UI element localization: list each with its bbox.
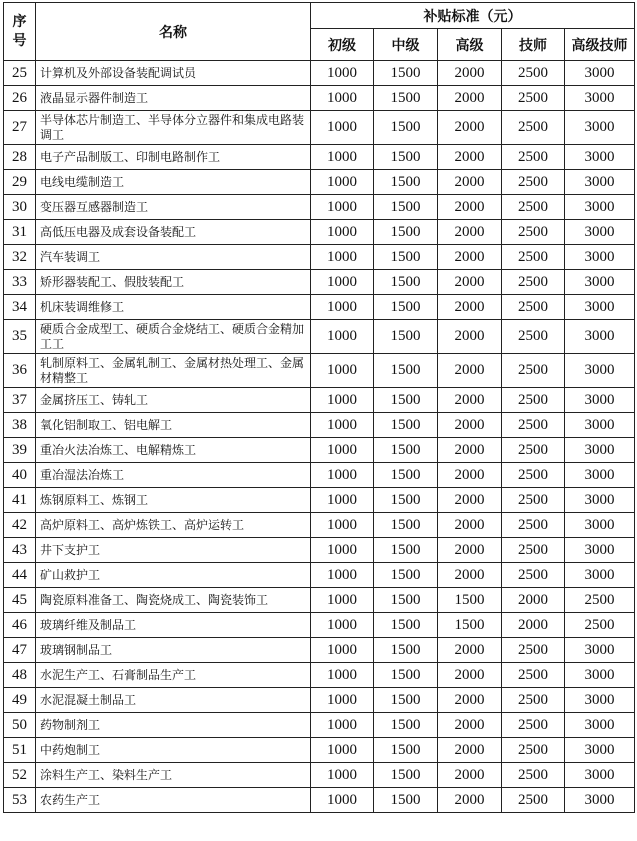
subsidy-senior-technician: 3000 <box>565 145 635 170</box>
table-row <box>4 388 635 413</box>
subsidy-advanced: 2000 <box>438 61 502 86</box>
subsidy-primary: 1000 <box>311 613 374 638</box>
subsidy-advanced: 2000 <box>438 713 502 738</box>
subsidy-intermediate: 1500 <box>374 195 438 220</box>
occupation-name: 机床装调维修工 <box>36 295 311 320</box>
name-header: 名称 <box>36 3 311 61</box>
table-row <box>4 588 635 613</box>
subsidy-advanced: 2000 <box>438 438 502 463</box>
subsidy-intermediate: 1500 <box>374 488 438 513</box>
level-header-senior-technician: 高级技师 <box>565 29 635 61</box>
occupation-name: 水泥混凝土制品工 <box>36 688 311 713</box>
table-row <box>4 170 635 195</box>
table-header <box>4 3 635 61</box>
subsidy-senior-technician: 3000 <box>565 638 635 663</box>
subsidy-primary: 1000 <box>311 195 374 220</box>
table-row <box>4 61 635 86</box>
row-number: 39 <box>4 438 36 463</box>
subsidy-technician: 2500 <box>502 170 565 195</box>
subsidy-advanced: 2000 <box>438 145 502 170</box>
occupation-name: 电线电缆制造工 <box>36 170 311 195</box>
subsidy-advanced: 1500 <box>438 613 502 638</box>
subsidy-senior-technician: 3000 <box>565 513 635 538</box>
subsidy-advanced: 2000 <box>438 413 502 438</box>
occupation-name: 汽车装调工 <box>36 245 311 270</box>
occupation-name: 计算机及外部设备装配调试员 <box>36 61 311 86</box>
subsidy-group-header: 补贴标准（元） <box>311 3 635 29</box>
subsidy-advanced: 2000 <box>438 463 502 488</box>
level-header-intermediate: 中级 <box>374 29 438 61</box>
subsidy-intermediate: 1500 <box>374 713 438 738</box>
table-row <box>4 145 635 170</box>
row-number: 47 <box>4 638 36 663</box>
subsidy-intermediate: 1500 <box>374 170 438 195</box>
occupation-name: 农药生产工 <box>36 788 311 813</box>
seq-header-bottom: 号 <box>12 32 27 49</box>
table-row <box>4 438 635 463</box>
subsidy-advanced: 2000 <box>438 195 502 220</box>
row-number: 32 <box>4 245 36 270</box>
occupation-name: 硬质合金成型工、硬质合金烧结工、硬质合金精加工工 <box>36 320 311 354</box>
subsidy-intermediate: 1500 <box>374 438 438 463</box>
row-number: 52 <box>4 763 36 788</box>
subsidy-intermediate: 1500 <box>374 111 438 145</box>
subsidy-technician: 2500 <box>502 688 565 713</box>
subsidy-intermediate: 1500 <box>374 354 438 388</box>
subsidy-intermediate: 1500 <box>374 320 438 354</box>
row-number: 50 <box>4 713 36 738</box>
table-row <box>4 463 635 488</box>
subsidy-intermediate: 1500 <box>374 145 438 170</box>
subsidy-intermediate: 1500 <box>374 86 438 111</box>
row-number: 31 <box>4 220 36 245</box>
subsidy-advanced: 2000 <box>438 220 502 245</box>
subsidy-intermediate: 1500 <box>374 463 438 488</box>
subsidy-senior-technician: 3000 <box>565 738 635 763</box>
seq-header-top: 序 <box>12 13 27 30</box>
occupation-name: 玻璃钢制品工 <box>36 638 311 663</box>
table-row <box>4 563 635 588</box>
subsidy-technician: 2500 <box>502 513 565 538</box>
row-number: 42 <box>4 513 36 538</box>
row-number: 43 <box>4 538 36 563</box>
table-row <box>4 638 635 663</box>
subsidy-intermediate: 1500 <box>374 61 438 86</box>
table-row <box>4 295 635 320</box>
row-number: 45 <box>4 588 36 613</box>
subsidy-advanced: 2000 <box>438 688 502 713</box>
subsidy-technician: 2500 <box>502 245 565 270</box>
subsidy-technician: 2500 <box>502 788 565 813</box>
subsidy-primary: 1000 <box>311 538 374 563</box>
occupation-name: 矿山救护工 <box>36 563 311 588</box>
subsidy-senior-technician: 3000 <box>565 86 635 111</box>
subsidy-technician: 2500 <box>502 388 565 413</box>
subsidy-intermediate: 1500 <box>374 295 438 320</box>
row-number: 53 <box>4 788 36 813</box>
subsidy-technician: 2500 <box>502 738 565 763</box>
level-header-advanced: 高级 <box>438 29 502 61</box>
occupation-name: 高炉原料工、高炉炼铁工、高炉运转工 <box>36 513 311 538</box>
occupation-name: 重冶湿法冶炼工 <box>36 463 311 488</box>
occupation-name: 金属挤压工、铸轧工 <box>36 388 311 413</box>
occupation-name: 液晶显示器件制造工 <box>36 86 311 111</box>
table-row <box>4 270 635 295</box>
subsidy-senior-technician: 2500 <box>565 588 635 613</box>
subsidy-technician: 2500 <box>502 463 565 488</box>
subsidy-advanced: 2000 <box>438 663 502 688</box>
seq-header <box>4 3 36 61</box>
subsidy-senior-technician: 3000 <box>565 538 635 563</box>
row-number: 35 <box>4 320 36 354</box>
subsidy-intermediate: 1500 <box>374 388 438 413</box>
subsidy-senior-technician: 3000 <box>565 270 635 295</box>
subsidy-technician: 2500 <box>502 220 565 245</box>
subsidy-advanced: 2000 <box>438 354 502 388</box>
table-row <box>4 320 635 354</box>
subsidy-advanced: 1500 <box>438 588 502 613</box>
subsidy-technician: 2000 <box>502 613 565 638</box>
table-row <box>4 488 635 513</box>
subsidy-senior-technician: 3000 <box>565 111 635 145</box>
subsidy-technician: 2500 <box>502 413 565 438</box>
subsidy-technician: 2500 <box>502 488 565 513</box>
occupation-name: 井下支护工 <box>36 538 311 563</box>
table-row <box>4 111 635 145</box>
subsidy-senior-technician: 3000 <box>565 195 635 220</box>
subsidy-primary: 1000 <box>311 663 374 688</box>
subsidy-intermediate: 1500 <box>374 638 438 663</box>
subsidy-technician: 2500 <box>502 320 565 354</box>
subsidy-senior-technician: 2500 <box>565 613 635 638</box>
subsidy-primary: 1000 <box>311 354 374 388</box>
subsidy-primary: 1000 <box>311 788 374 813</box>
subsidy-advanced: 2000 <box>438 738 502 763</box>
occupation-name: 半导体芯片制造工、半导体分立器件和集成电路装调工 <box>36 111 311 145</box>
subsidy-technician: 2500 <box>502 145 565 170</box>
table-row <box>4 220 635 245</box>
subsidy-senior-technician: 3000 <box>565 388 635 413</box>
row-number: 28 <box>4 145 36 170</box>
subsidy-primary: 1000 <box>311 763 374 788</box>
subsidy-primary: 1000 <box>311 388 374 413</box>
subsidy-technician: 2500 <box>502 638 565 663</box>
subsidy-intermediate: 1500 <box>374 663 438 688</box>
subsidy-senior-technician: 3000 <box>565 295 635 320</box>
subsidy-advanced: 2000 <box>438 763 502 788</box>
subsidy-intermediate: 1500 <box>374 270 438 295</box>
subsidy-primary: 1000 <box>311 86 374 111</box>
subsidy-table <box>3 2 635 813</box>
occupation-name: 涂料生产工、染料生产工 <box>36 763 311 788</box>
occupation-name: 重冶火法冶炼工、电解精炼工 <box>36 438 311 463</box>
subsidy-senior-technician: 3000 <box>565 354 635 388</box>
subsidy-advanced: 2000 <box>438 170 502 195</box>
subsidy-advanced: 2000 <box>438 488 502 513</box>
subsidy-technician: 2500 <box>502 763 565 788</box>
level-header-technician: 技师 <box>502 29 565 61</box>
table-row <box>4 245 635 270</box>
occupation-name: 矫形器装配工、假肢装配工 <box>36 270 311 295</box>
subsidy-advanced: 2000 <box>438 788 502 813</box>
table-row <box>4 713 635 738</box>
subsidy-senior-technician: 3000 <box>565 220 635 245</box>
table-row <box>4 513 635 538</box>
subsidy-technician: 2500 <box>502 111 565 145</box>
subsidy-technician: 2500 <box>502 61 565 86</box>
subsidy-advanced: 2000 <box>438 638 502 663</box>
subsidy-intermediate: 1500 <box>374 245 438 270</box>
subsidy-primary: 1000 <box>311 61 374 86</box>
subsidy-advanced: 2000 <box>438 86 502 111</box>
subsidy-technician: 2500 <box>502 295 565 320</box>
subsidy-primary: 1000 <box>311 688 374 713</box>
row-number: 36 <box>4 354 36 388</box>
occupation-name: 高低压电器及成套设备装配工 <box>36 220 311 245</box>
subsidy-advanced: 2000 <box>438 245 502 270</box>
subsidy-senior-technician: 3000 <box>565 488 635 513</box>
subsidy-intermediate: 1500 <box>374 588 438 613</box>
occupation-name: 药物制剂工 <box>36 713 311 738</box>
subsidy-advanced: 2000 <box>438 270 502 295</box>
subsidy-senior-technician: 3000 <box>565 320 635 354</box>
subsidy-advanced: 2000 <box>438 563 502 588</box>
row-number: 44 <box>4 563 36 588</box>
row-number: 34 <box>4 295 36 320</box>
row-number: 30 <box>4 195 36 220</box>
subsidy-advanced: 2000 <box>438 111 502 145</box>
table-row <box>4 688 635 713</box>
subsidy-technician: 2500 <box>502 563 565 588</box>
subsidy-advanced: 2000 <box>438 388 502 413</box>
subsidy-primary: 1000 <box>311 463 374 488</box>
subsidy-intermediate: 1500 <box>374 788 438 813</box>
subsidy-intermediate: 1500 <box>374 538 438 563</box>
table-row <box>4 613 635 638</box>
subsidy-primary: 1000 <box>311 588 374 613</box>
row-number: 48 <box>4 663 36 688</box>
level-header-primary: 初级 <box>311 29 374 61</box>
row-number: 40 <box>4 463 36 488</box>
subsidy-technician: 2500 <box>502 195 565 220</box>
subsidy-technician: 2500 <box>502 270 565 295</box>
subsidy-intermediate: 1500 <box>374 763 438 788</box>
subsidy-primary: 1000 <box>311 713 374 738</box>
occupation-name: 中药炮制工 <box>36 738 311 763</box>
subsidy-primary: 1000 <box>311 245 374 270</box>
subsidy-primary: 1000 <box>311 111 374 145</box>
row-number: 46 <box>4 613 36 638</box>
subsidy-senior-technician: 3000 <box>565 170 635 195</box>
occupation-name: 电子产品制版工、印制电路制作工 <box>36 145 311 170</box>
subsidy-technician: 2500 <box>502 713 565 738</box>
subsidy-primary: 1000 <box>311 145 374 170</box>
subsidy-primary: 1000 <box>311 438 374 463</box>
subsidy-primary: 1000 <box>311 270 374 295</box>
subsidy-senior-technician: 3000 <box>565 413 635 438</box>
subsidy-intermediate: 1500 <box>374 563 438 588</box>
occupation-name: 玻璃纤维及制品工 <box>36 613 311 638</box>
subsidy-advanced: 2000 <box>438 513 502 538</box>
table-row <box>4 538 635 563</box>
row-number: 38 <box>4 413 36 438</box>
table-row <box>4 195 635 220</box>
row-number: 25 <box>4 61 36 86</box>
subsidy-primary: 1000 <box>311 563 374 588</box>
table-row <box>4 413 635 438</box>
subsidy-primary: 1000 <box>311 638 374 663</box>
table-body <box>4 61 635 813</box>
subsidy-advanced: 2000 <box>438 295 502 320</box>
subsidy-technician: 2500 <box>502 663 565 688</box>
row-number: 49 <box>4 688 36 713</box>
subsidy-senior-technician: 3000 <box>565 763 635 788</box>
subsidy-technician: 2500 <box>502 538 565 563</box>
row-number: 51 <box>4 738 36 763</box>
subsidy-intermediate: 1500 <box>374 613 438 638</box>
subsidy-senior-technician: 3000 <box>565 663 635 688</box>
occupation-name: 轧制原料工、金属轧制工、金属材热处理工、金属材精整工 <box>36 354 311 388</box>
occupation-name: 水泥生产工、石膏制品生产工 <box>36 663 311 688</box>
subsidy-primary: 1000 <box>311 220 374 245</box>
occupation-name: 炼钢原料工、炼钢工 <box>36 488 311 513</box>
occupation-name: 陶瓷原料准备工、陶瓷烧成工、陶瓷装饰工 <box>36 588 311 613</box>
subsidy-senior-technician: 3000 <box>565 713 635 738</box>
table-row <box>4 738 635 763</box>
subsidy-primary: 1000 <box>311 488 374 513</box>
subsidy-intermediate: 1500 <box>374 220 438 245</box>
table-row <box>4 788 635 813</box>
subsidy-senior-technician: 3000 <box>565 438 635 463</box>
table-row <box>4 354 635 388</box>
subsidy-intermediate: 1500 <box>374 688 438 713</box>
occupation-name: 变压器互感器制造工 <box>36 195 311 220</box>
subsidy-senior-technician: 3000 <box>565 245 635 270</box>
subsidy-primary: 1000 <box>311 295 374 320</box>
subsidy-advanced: 2000 <box>438 538 502 563</box>
subsidy-primary: 1000 <box>311 513 374 538</box>
table-row <box>4 86 635 111</box>
table-row <box>4 763 635 788</box>
subsidy-primary: 1000 <box>311 413 374 438</box>
subsidy-primary: 1000 <box>311 170 374 195</box>
row-number: 37 <box>4 388 36 413</box>
subsidy-senior-technician: 3000 <box>565 788 635 813</box>
subsidy-senior-technician: 3000 <box>565 563 635 588</box>
row-number: 29 <box>4 170 36 195</box>
row-number: 41 <box>4 488 36 513</box>
subsidy-intermediate: 1500 <box>374 513 438 538</box>
subsidy-primary: 1000 <box>311 320 374 354</box>
occupation-name: 氧化铝制取工、铝电解工 <box>36 413 311 438</box>
subsidy-technician: 2000 <box>502 588 565 613</box>
subsidy-senior-technician: 3000 <box>565 61 635 86</box>
subsidy-intermediate: 1500 <box>374 738 438 763</box>
subsidy-technician: 2500 <box>502 438 565 463</box>
subsidy-technician: 2500 <box>502 86 565 111</box>
subsidy-senior-technician: 3000 <box>565 688 635 713</box>
subsidy-senior-technician: 3000 <box>565 463 635 488</box>
row-number: 27 <box>4 111 36 145</box>
subsidy-advanced: 2000 <box>438 320 502 354</box>
row-number: 33 <box>4 270 36 295</box>
table-row <box>4 663 635 688</box>
subsidy-technician: 2500 <box>502 354 565 388</box>
row-number: 26 <box>4 86 36 111</box>
subsidy-primary: 1000 <box>311 738 374 763</box>
subsidy-intermediate: 1500 <box>374 413 438 438</box>
